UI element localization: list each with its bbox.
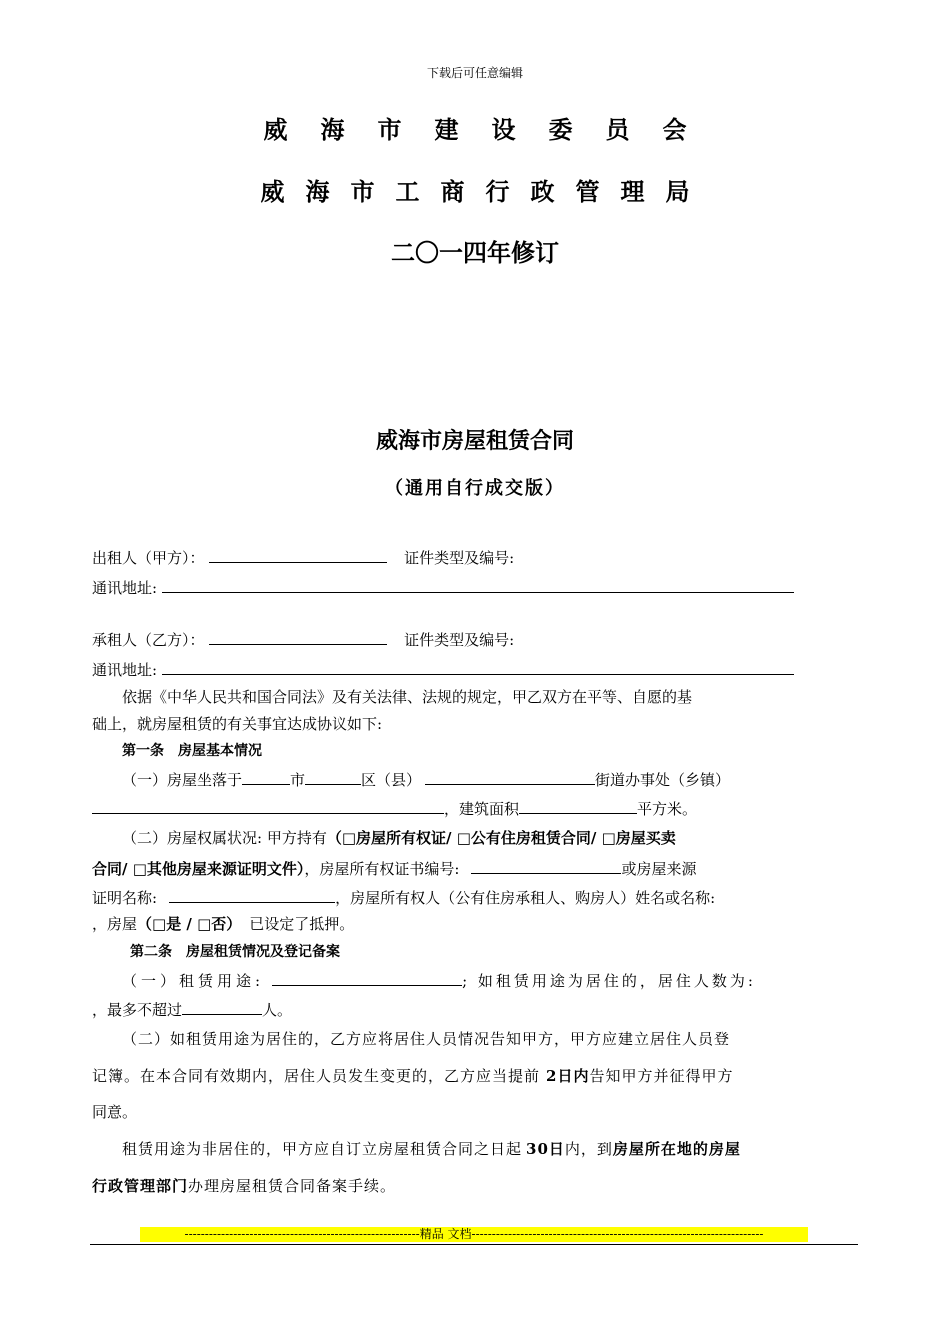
district-suffix: 区（县）	[361, 771, 422, 789]
purpose-field[interactable]	[272, 969, 462, 986]
max-occupants-field[interactable]	[182, 998, 262, 1015]
footer-banner: ----------------------------------------------------------精品 文档------------------------------------------------------------------------	[140, 1227, 808, 1242]
address-label: 通讯地址:	[92, 661, 158, 679]
article-2-para-2-line-3: 同意。	[92, 1103, 138, 1121]
header-note: 下载后可任意编辑	[426, 66, 523, 80]
lessor-address-row	[92, 576, 794, 598]
purpose-label: （一）租赁用途:	[122, 972, 265, 990]
lessor-row	[92, 546, 514, 568]
owner-name-label: ，房屋所有权人（公有住房承租人、购房人）姓名或名称:	[335, 889, 716, 907]
lessee-address-field[interactable]	[162, 658, 794, 675]
lessor-label: 出租人（甲方）：	[92, 549, 205, 567]
article-1-para-2	[122, 828, 676, 848]
contract-title: 威海市房屋租赁合同	[375, 428, 574, 454]
id-label: 证件类型及编号:	[404, 631, 515, 649]
certificate-number-label: ，房屋所有权证书编号:	[304, 860, 460, 878]
issuer-line-1: 威海市建设委员会	[263, 115, 720, 144]
district-field[interactable]	[305, 768, 361, 785]
article-2-para-2-line-2	[92, 1066, 733, 1086]
filing-text-mid: 内，到	[564, 1140, 613, 1158]
article-1-para-1-cont	[92, 797, 697, 819]
mortgage-options[interactable]: （□是 / □否）	[137, 915, 242, 933]
proof-name-field[interactable]	[169, 886, 335, 903]
article-1-para-2-line-3	[92, 886, 715, 908]
occupants-label: ; 如租赁用途为居住的，居住人数为:	[462, 972, 756, 990]
id-label: 证件类型及编号:	[404, 549, 515, 567]
filing-authority: 房屋所在地的房屋	[612, 1140, 741, 1158]
article-2-title: 第二条 房屋租赁情况及登记备案	[130, 944, 340, 960]
notice-text: 记簿。在本合同有效期内，居住人员发生变更的，乙方应当提前	[92, 1067, 541, 1085]
address-label: 通讯地址:	[92, 579, 158, 597]
lessee-row	[92, 628, 514, 650]
intro-line-1: 依据《中华人民共和国合同法》及有关法律、法规的规定，甲乙双方在平等、自愿的基	[122, 688, 693, 706]
source-proof-label: 或房屋来源	[621, 860, 697, 878]
article-2-para-3-line-2	[92, 1176, 396, 1196]
ownership-options-cont[interactable]: 合同/ □其他房屋来源证明文件）	[92, 860, 305, 878]
mortgage-label: ，房屋	[92, 915, 138, 933]
area-field[interactable]	[519, 797, 637, 814]
city-field[interactable]	[242, 768, 290, 785]
ownership-label: （二）房屋权属状况: 甲方持有	[122, 829, 327, 847]
article-1-para-2-line-4	[92, 914, 354, 934]
footer-rule	[90, 1244, 858, 1245]
lessee-name-field[interactable]	[209, 628, 387, 645]
certificate-number-field[interactable]	[471, 857, 621, 874]
lessor-name-field[interactable]	[209, 546, 387, 563]
article-2-para-1-cont	[92, 998, 292, 1020]
revision-line: 二〇一四年修订	[391, 238, 559, 267]
street-suffix: 街道办事处（乡镇）	[595, 771, 731, 789]
lessee-address-row	[92, 658, 794, 680]
article-1-para-1	[122, 768, 730, 790]
article-2-para-3-line-1	[122, 1139, 741, 1159]
lessor-address-field[interactable]	[162, 576, 794, 593]
proof-name-label: 证明名称:	[92, 889, 158, 907]
location-label: （一）房屋坐落于	[122, 771, 243, 789]
street-field[interactable]	[425, 768, 595, 785]
notice-text-end: 告知甲方并征得甲方	[589, 1067, 734, 1085]
contract-subtitle: （通用自行成交版）	[385, 478, 565, 499]
article-2-para-1	[122, 969, 756, 991]
intro-line-2: 础上，就房屋租赁的有关事宜达成协议如下:	[92, 715, 383, 733]
issuer-line-2: 威海市工商行政管理局	[260, 177, 711, 206]
filing-text-end: 办理房屋租赁合同备案手续。	[188, 1177, 397, 1195]
filing-text: 租赁用途为非居住的，甲方应自订立房屋租赁合同之日起	[122, 1140, 523, 1158]
filing-authority-cont: 行政管理部门	[92, 1177, 189, 1195]
ownership-options[interactable]: （□房屋所有权证/ □公有住房租赁合同/ □房屋买卖	[326, 829, 676, 847]
max-occupants-label: ，最多不超过	[92, 1001, 183, 1019]
mortgage-suffix: 已设定了抵押。	[249, 915, 355, 933]
area-unit: 平方米。	[637, 800, 698, 818]
article-2-para-2-line-1: （二）如租赁用途为居住的，乙方应将居住人员情况告知甲方，甲方应建立居住人员登	[122, 1030, 731, 1048]
area-label: ，建筑面积	[444, 800, 520, 818]
address-detail-field[interactable]	[92, 797, 444, 814]
max-occupants-unit: 人。	[262, 1001, 293, 1019]
lessee-label: 承租人（乙方）：	[92, 631, 205, 649]
article-1-para-2-line-2	[92, 857, 696, 879]
article-1-title: 第一条 房屋基本情况	[122, 743, 262, 759]
city-suffix: 市	[290, 771, 306, 789]
notice-period: 2日内	[546, 1067, 590, 1085]
filing-period: 30日	[526, 1140, 565, 1158]
